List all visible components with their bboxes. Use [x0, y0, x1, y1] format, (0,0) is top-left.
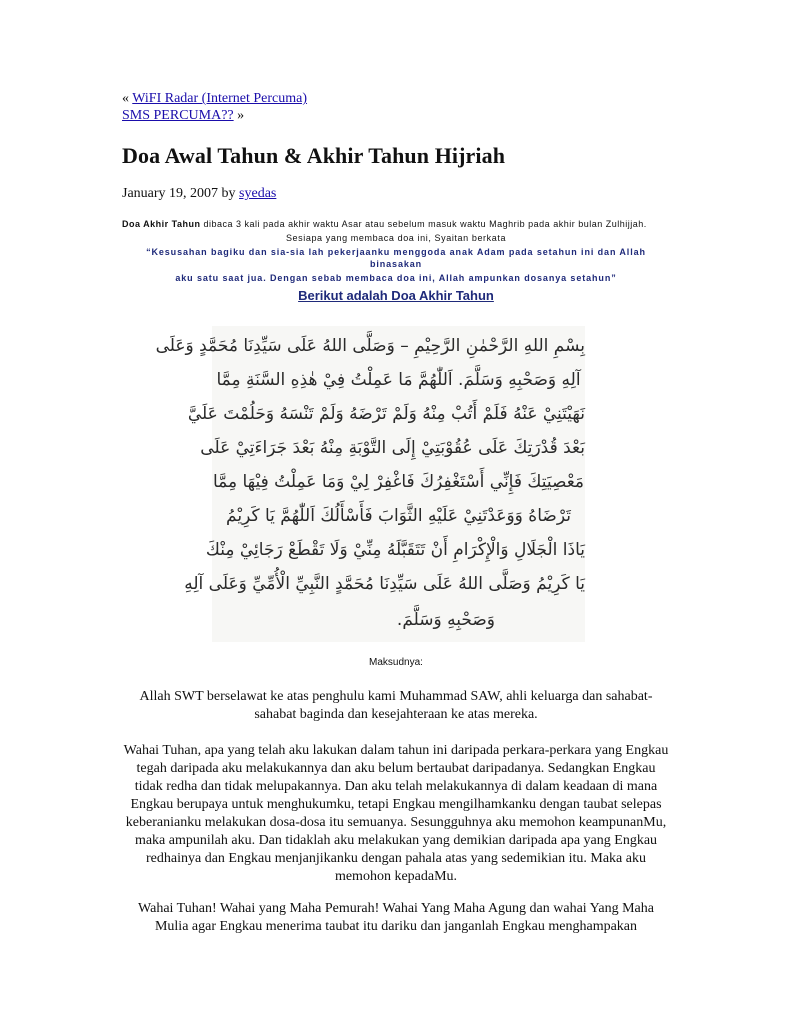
translation-paragraph: Wahai Tuhan, apa yang telah aku lakukan dalam tahun ini daripada perkara-perkara yang Engkau tegah daripada aku melakukannya dan aku belum bertaubat daripadanya. Sedangkan Engkau tidak redha dan tidak melupakannya. Dan aku telah melakukannya di dalam keadaan di mana Engkau berupaya untuk menghukumku, tetapi Engkau mengilhamkanku dengan taubat selepas keberanianku melakukan dosa-dosa itu semuanya. Sesungguhnya aku memohon keampunanMu, maka ampunilah aku. Dan tidaklah aku melakukan yang demikian daripada apa yang Engkau redhainya dan Engkau menjanjikanku dengan pahala atas yang sedemikian itu. Maka aku memohon kepadaMu. — [123, 743, 669, 884]
arabic-doa-image — [155, 326, 585, 642]
nav-suffix: » — [233, 108, 245, 123]
arabic-line: يَاذَا الْجَلَالِ وَالْإِكْرَامِ أَنْ تَتَقَبَّلَهُ مِنِّيْ وَلَا تَقْطَعْ رَجَائِيْ مِنْكَ — [205, 540, 585, 560]
arabic-line: يَا كَرِيْمُ وَصَلَّى اللهُ عَلَى سَيِّدِنَا مُحَمَّدٍ النَّبِيِّ الْأُمِّيِّ وَعَلَى آلِهِ — [184, 574, 585, 594]
arabic-line: بَعْدَ قُدْرَتِكَ عَلَى عُقُوْبَتِيْ إِلَى التَّوْبَةِ مِنْهُ بَعْدَ جَرَاءَتِيْ عَلَى — [200, 438, 585, 458]
intro-body: dibaca 3 kali pada akhir waktu Asar atau sebelum masuk waktu Maghrib pada akhir bulan Zulhijjah. — [200, 219, 647, 229]
translation-paragraph: Allah SWT berselawat ke atas penghulu kami Muhammad SAW, ahli keluarga dan sahabat-sahabat baginda dan kesejahteraan ke atas mereka. — [139, 689, 653, 722]
arabic-line: تَرْضَاهُ وَوَعَدْتَنِيْ عَلَيْهِ الثَّوَابَ فَأَسْأَلُكَ اَللّٰهُمَّ يَا كَرِيْمُ — [226, 506, 571, 526]
doa-heading: Berikut adalah Doa Akhir Tahun — [298, 288, 494, 303]
author-link[interactable]: syedas — [239, 186, 277, 201]
arabic-line: وَصَحْبِهِ وَسَلَّمَ. — [396, 610, 495, 630]
post-title: Doa Awal Tahun & Akhir Tahun Hijriah — [122, 143, 506, 168]
next-post-link[interactable]: SMS PERCUMA?? — [122, 108, 234, 123]
arabic-line: بِسْمِ اللهِ الرَّحْمٰنِ الرَّحِيْمِ – وَصَلَّى اللهُ عَلَى سَيِّدِنَا مُحَمَّدٍ وَعَلَى — [155, 336, 585, 356]
intro-text — [122, 217, 670, 231]
maksud-label: Maksudnya: — [369, 657, 423, 668]
translation-paragraph: Wahai Tuhan! Wahai yang Maha Pemurah! Wahai Yang Maha Agung dan wahai Yang Maha Mulia agar Engkau menerima taubat itu dariku dan janganlah Engkau menghampakan — [138, 901, 654, 934]
quote-line-1: “Kesusahan bagiku dan sia-sia lah pekerjaanku menggoda anak Adam pada setahun ini dan Allah binasakan — [146, 247, 646, 269]
next-post-row — [122, 107, 670, 124]
post-date: January 19, 2007 by — [122, 186, 240, 201]
post-navigation — [122, 90, 670, 124]
satan-line: Sesiapa yang membaca doa ini, Syaitan berkata — [285, 233, 507, 243]
post-content — [122, 90, 670, 303]
prev-post-link[interactable]: WiFI Radar (Internet Percuma) — [132, 91, 308, 106]
intro-bold: Doa Akhir Tahun — [122, 219, 201, 229]
quote-line-2: aku satu saat jua. Dengan sebab membaca doa ini, Allah ampunkan dosanya setahun” — [175, 273, 617, 283]
arabic-line: آلِهِ وَصَحْبِهِ وَسَلَّمَ. اَللّٰهُمَّ مَا عَمِلْتُ فِيْ هٰذِهِ السَّنَةِ مِمَّا — [216, 370, 581, 390]
post-meta — [122, 186, 670, 202]
nav-prefix: « — [122, 91, 133, 106]
arabic-line: نَهَيْتَنِيْ عَنْهُ فَلَمْ أَتُبْ مِنْهُ وَلَمْ تَرْضَهُ وَلَمْ تَنْسَهُ وَحَلُمْتَ عَلَيَّ — [187, 404, 585, 424]
arabic-line: مَعْصِيَتِكَ فَإِنِّي أَسْتَغْفِرُكَ فَاغْفِرْ لِيْ وَمَا عَمِلْتُ فِيْهَا مِمَّا — [212, 472, 585, 492]
prev-post-row — [122, 90, 670, 107]
